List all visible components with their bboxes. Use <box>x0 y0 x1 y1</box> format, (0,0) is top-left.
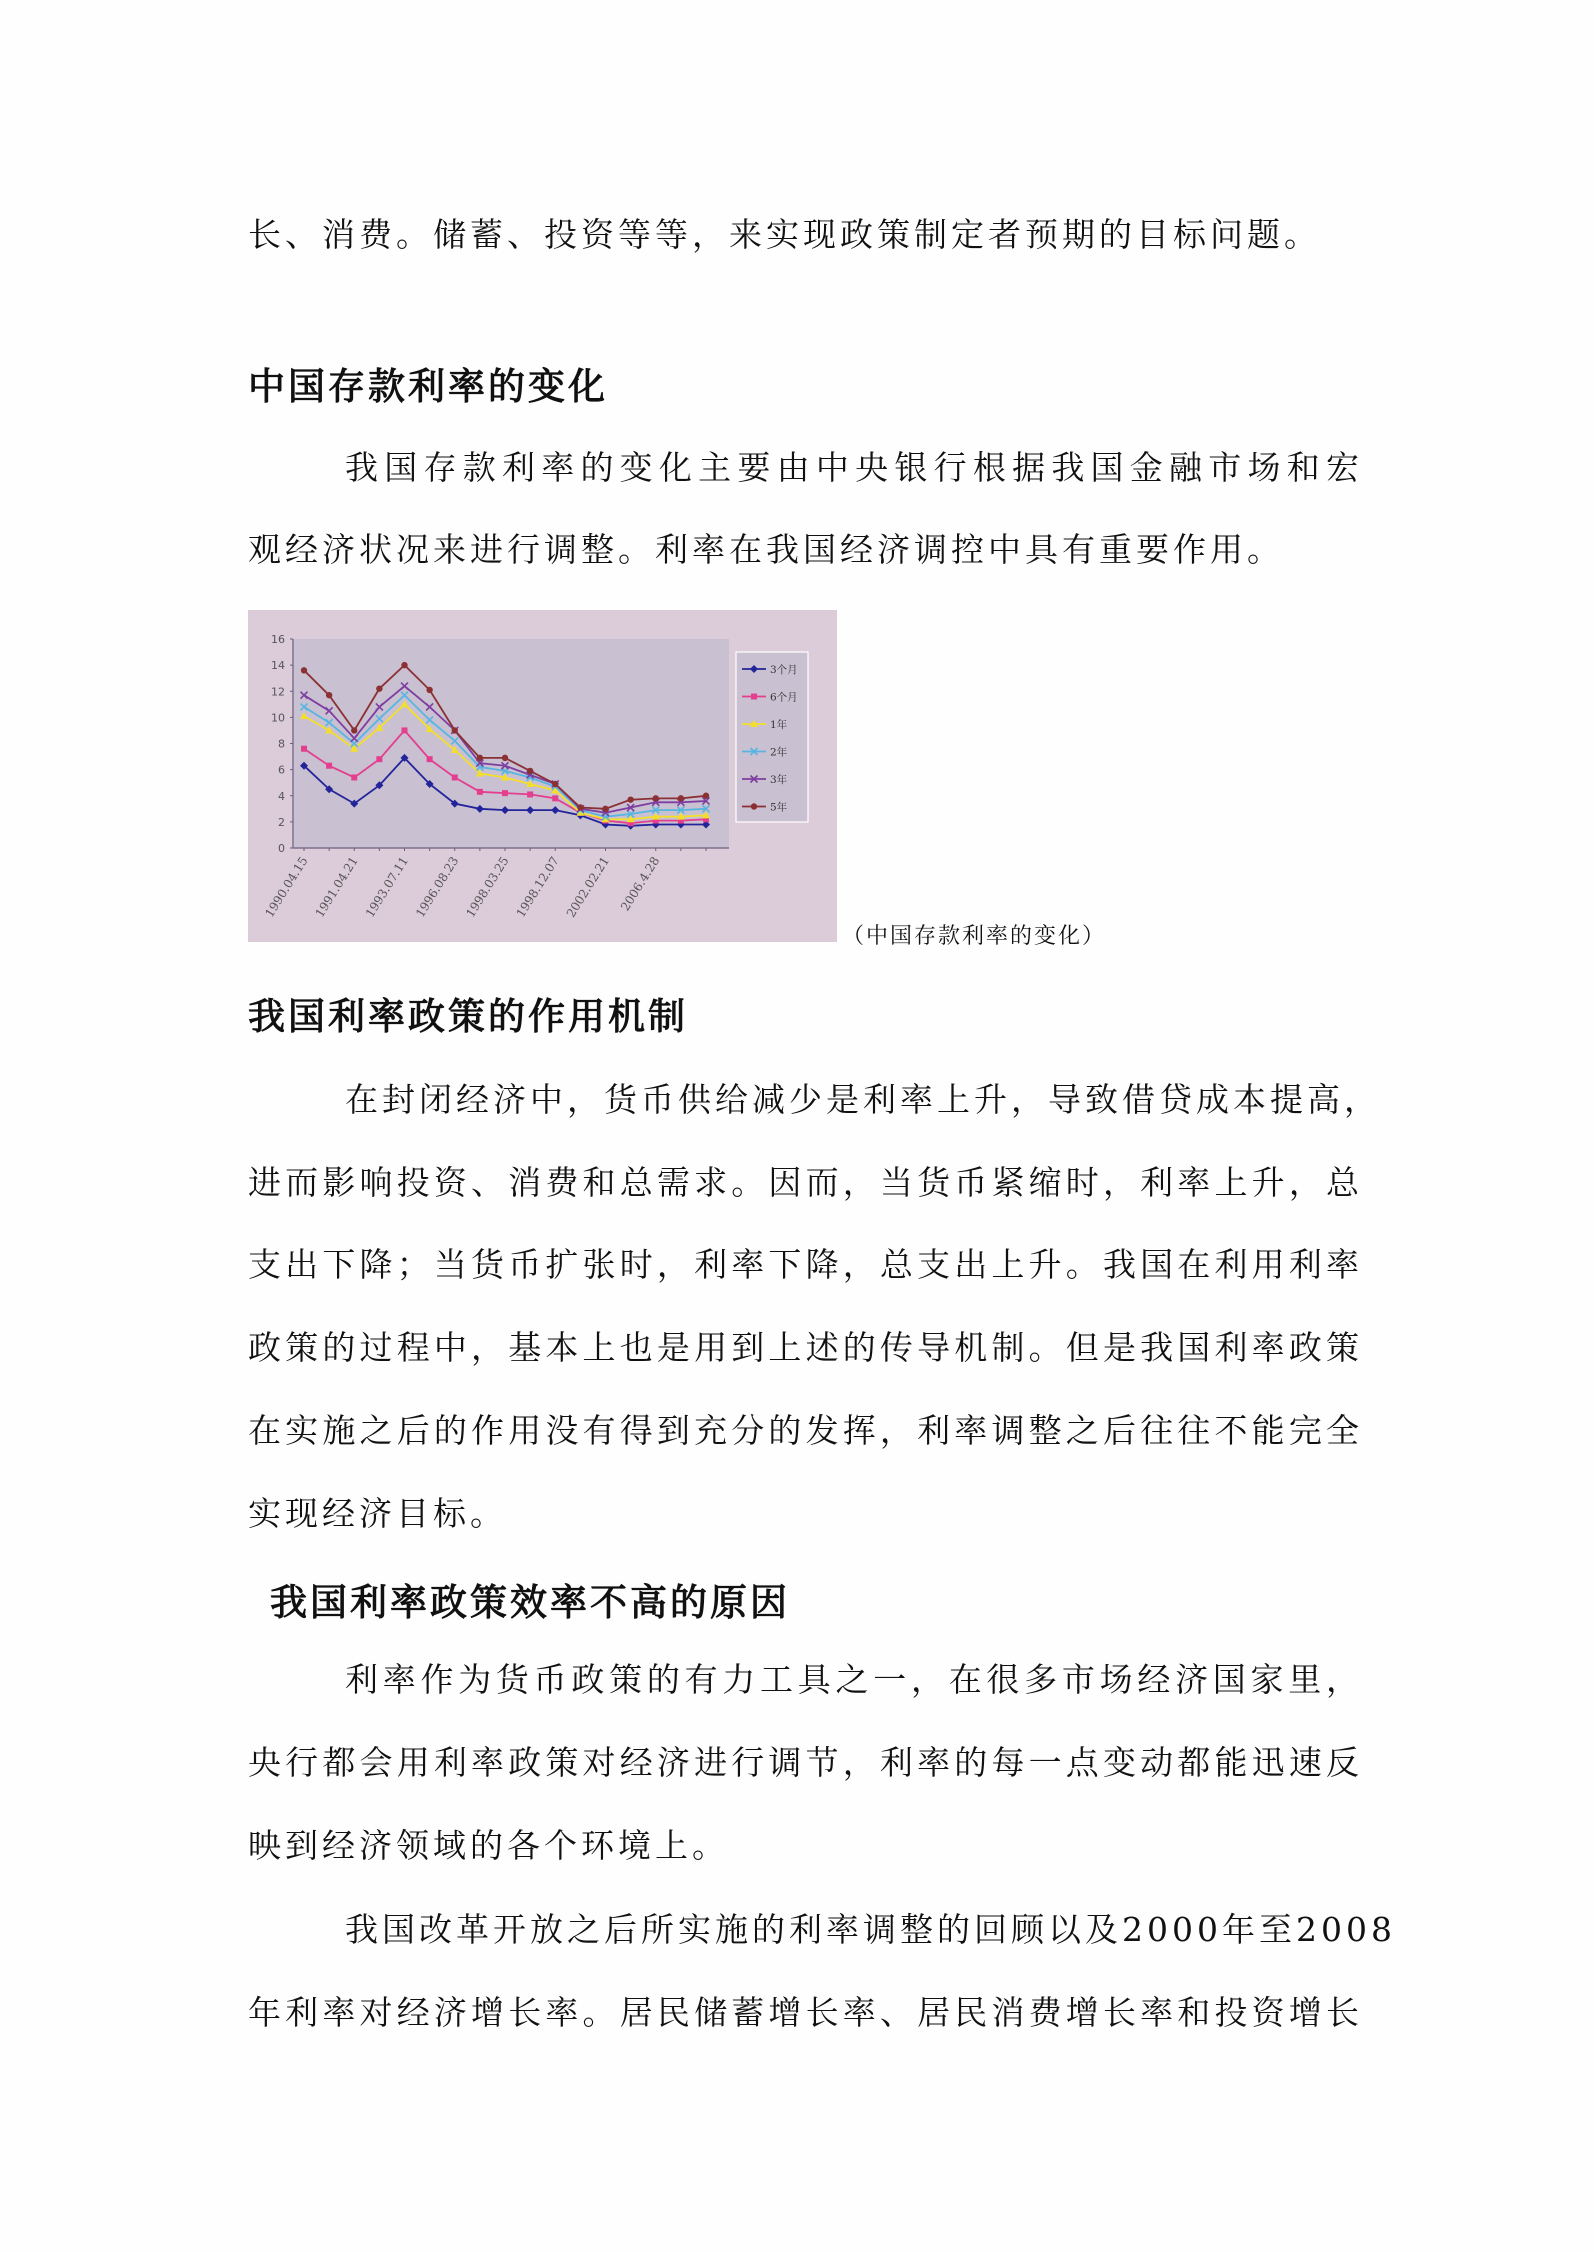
legend-label: 3个月 <box>770 664 798 676</box>
y-tick-label: 0 <box>278 842 285 855</box>
paragraph-line: 支出下降；当货币扩张时，利率下降，总支出上升。我国在利用利率 <box>248 1245 1363 1284</box>
section-heading-low-efficiency-reasons: 我国利率政策效率不高的原因 <box>270 1580 790 1624</box>
x-tick-label: 2002.02.21 <box>563 854 613 920</box>
y-tick-label: 4 <box>278 789 285 803</box>
data-point-marker <box>351 727 357 733</box>
data-point-marker <box>452 727 458 733</box>
data-point-marker <box>602 806 608 812</box>
data-point-marker <box>751 803 757 809</box>
paragraph-line: 利率作为货币政策的有力工具之一，在很多市场经济国家里， <box>345 1660 1363 1699</box>
data-point-marker <box>552 781 558 787</box>
y-tick-label: 12 <box>271 685 285 699</box>
deposit-rate-chart-svg <box>248 610 837 942</box>
legend-label: 6个月 <box>770 691 798 704</box>
paragraph-line: 在封闭经济中，货币供给减少是利率上升，导致借贷成本提高， <box>345 1080 1381 1119</box>
legend-box <box>736 652 808 822</box>
legend-label: 2年 <box>770 746 788 759</box>
y-tick-label: 6 <box>278 763 285 777</box>
data-point-marker <box>376 756 382 762</box>
x-tick-label: 1998.12.07 <box>513 854 562 920</box>
paragraph-line: 长、消费。储蓄、投资等等，来实现政策制定者预期的目标问题。 <box>248 215 1321 254</box>
data-point-marker <box>351 774 357 780</box>
paragraph-line: 我国改革开放之后所实施的利率调整的回顾以及2000年至2008 <box>345 1910 1396 1949</box>
data-point-marker <box>477 789 483 795</box>
y-tick-label: 10 <box>271 711 285 725</box>
paragraph-line: 映到经济领域的各个环境上。 <box>248 1826 729 1865</box>
y-tick-label: 8 <box>278 737 285 751</box>
legend-label: 3年 <box>770 774 788 786</box>
data-point-marker <box>301 746 307 752</box>
section-heading-deposit-rate-change: 中国存款利率的变化 <box>248 364 608 408</box>
data-point-marker <box>477 755 483 761</box>
x-tick-label: 1996.08.23 <box>413 854 462 920</box>
data-point-marker <box>577 804 583 810</box>
y-tick-label: 2 <box>278 815 285 829</box>
data-point-marker <box>678 795 684 801</box>
x-tick-label: 1991.04.21 <box>312 854 361 920</box>
data-point-marker <box>402 727 408 733</box>
paragraph-line: 在实施之后的作用没有得到充分的发挥，利率调整之后往往不能完全 <box>248 1411 1363 1450</box>
data-point-marker <box>401 662 407 668</box>
data-point-marker <box>426 687 432 693</box>
paragraph-line: 观经济状况来进行调整。利率在我国经济调控中具有重要作用。 <box>248 530 1284 569</box>
data-point-marker <box>527 791 533 797</box>
y-tick-label: 16 <box>271 633 285 646</box>
x-tick-label: 1998.03.25 <box>463 854 512 920</box>
legend-label: 5年 <box>770 801 788 814</box>
chart-caption: （中国存款利率的变化） <box>842 924 1107 949</box>
data-point-marker <box>627 796 633 802</box>
data-point-marker <box>326 763 332 769</box>
deposit-rate-chart <box>248 610 837 942</box>
section-heading-policy-mechanism: 我国利率政策的作用机制 <box>248 994 688 1038</box>
legend-label: 1年 <box>770 719 788 731</box>
data-point-marker <box>376 685 382 691</box>
x-tick-label: 1993.07.11 <box>362 854 412 920</box>
paragraph-line: 央行都会用利率政策对经济进行调节，利率的每一点变动都能迅速反 <box>248 1743 1363 1782</box>
paragraph-line: 我国存款利率的变化主要由中央银行根据我国金融市场和宏 <box>345 448 1363 487</box>
data-point-marker <box>301 667 307 673</box>
data-point-marker <box>427 756 433 762</box>
data-point-marker <box>452 774 458 780</box>
data-point-marker <box>703 793 709 799</box>
data-point-marker <box>502 790 508 796</box>
data-point-marker <box>653 795 659 801</box>
paragraph-line: 年利率对经济增长率。居民储蓄增长率、居民消费增长率和投资增长 <box>248 1993 1363 2032</box>
x-tick-label: 2006.4.28 <box>618 854 663 914</box>
y-tick-label: 14 <box>271 659 285 673</box>
data-point-marker <box>326 692 332 698</box>
paragraph-line: 政策的过程中，基本上也是用到上述的传导机制。但是我国利率政策 <box>248 1328 1363 1367</box>
paragraph-line: 进而影响投资、消费和总需求。因而，当货币紧缩时，利率上升，总 <box>248 1163 1363 1202</box>
paragraph-line: 实现经济目标。 <box>248 1494 507 1533</box>
data-point-marker <box>552 795 558 801</box>
x-tick-label: 1990.04.15 <box>262 854 311 920</box>
data-point-marker <box>751 694 757 700</box>
data-point-marker <box>527 768 533 774</box>
data-point-marker <box>502 755 508 761</box>
